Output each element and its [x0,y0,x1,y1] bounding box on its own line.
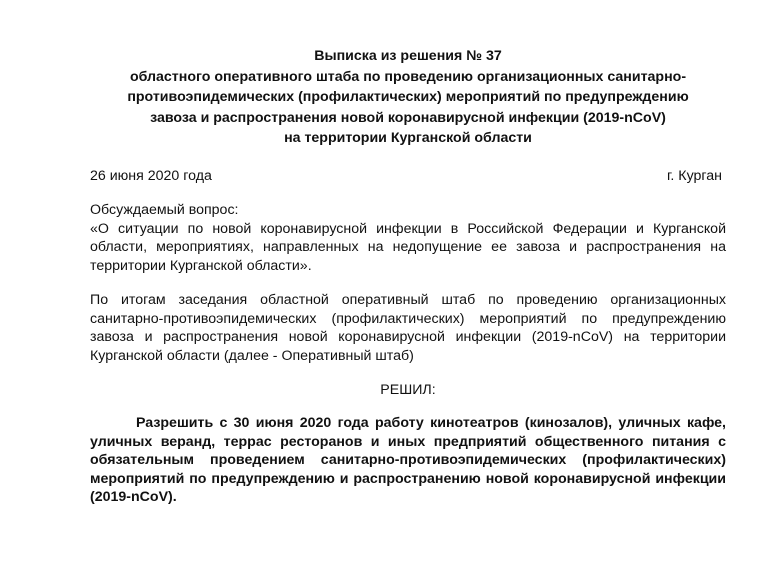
question-label: Обсуждаемый вопрос: [90,202,239,218]
header-line: областного оперативного штаба по проведению организационных санитарно- [129,68,687,85]
document-header [90,46,726,149]
header-line: противоэпидемических (профилактических) мероприятий по предупреждению [127,89,689,105]
intro-paragraph: По итогам заседания областной оперативный штаб по проведению организационных санитарно-противоэпидемических (профилактических) мероприятий по предупреждению завоза и распространения новой коронавирусной инфекции (2019-nCoV) на территории Курганской области (далее - Оперативный штаб) [90,292,726,364]
header-title: Выписка из решения № 37 [314,48,502,64]
decided-heading: РЕШИЛ: [380,382,436,398]
document-city: г. Курган [666,168,722,184]
date-location-row [90,166,726,186]
question-section [90,201,726,275]
header-line: на территории Курганской области [284,130,532,146]
document-date: 26 июня 2020 года [90,168,212,184]
decision-paragraph: Разрешить с 30 июня 2020 года работу кинотеатров (кинозалов), уличных кафе, уличных веранд, террас ресторанов и иных предприятий общественного питания с обязательным проведением санитарно-противоэпидемических (профилактических) мероприятий по предупреждению и распространению новой коронавирусной инфекции (2019-nCoV). [90,415,726,505]
question-text: «О ситуации по новой коронавирусной инфекции в Российской Федерации и Курганской области, мероприятиях, направленных на недопущение ее завоза и распространения на территории Курганской области». [90,220,726,274]
header-line: завоза и распространения новой коронавирусной инфекции (2019-nCoV) [150,109,666,126]
